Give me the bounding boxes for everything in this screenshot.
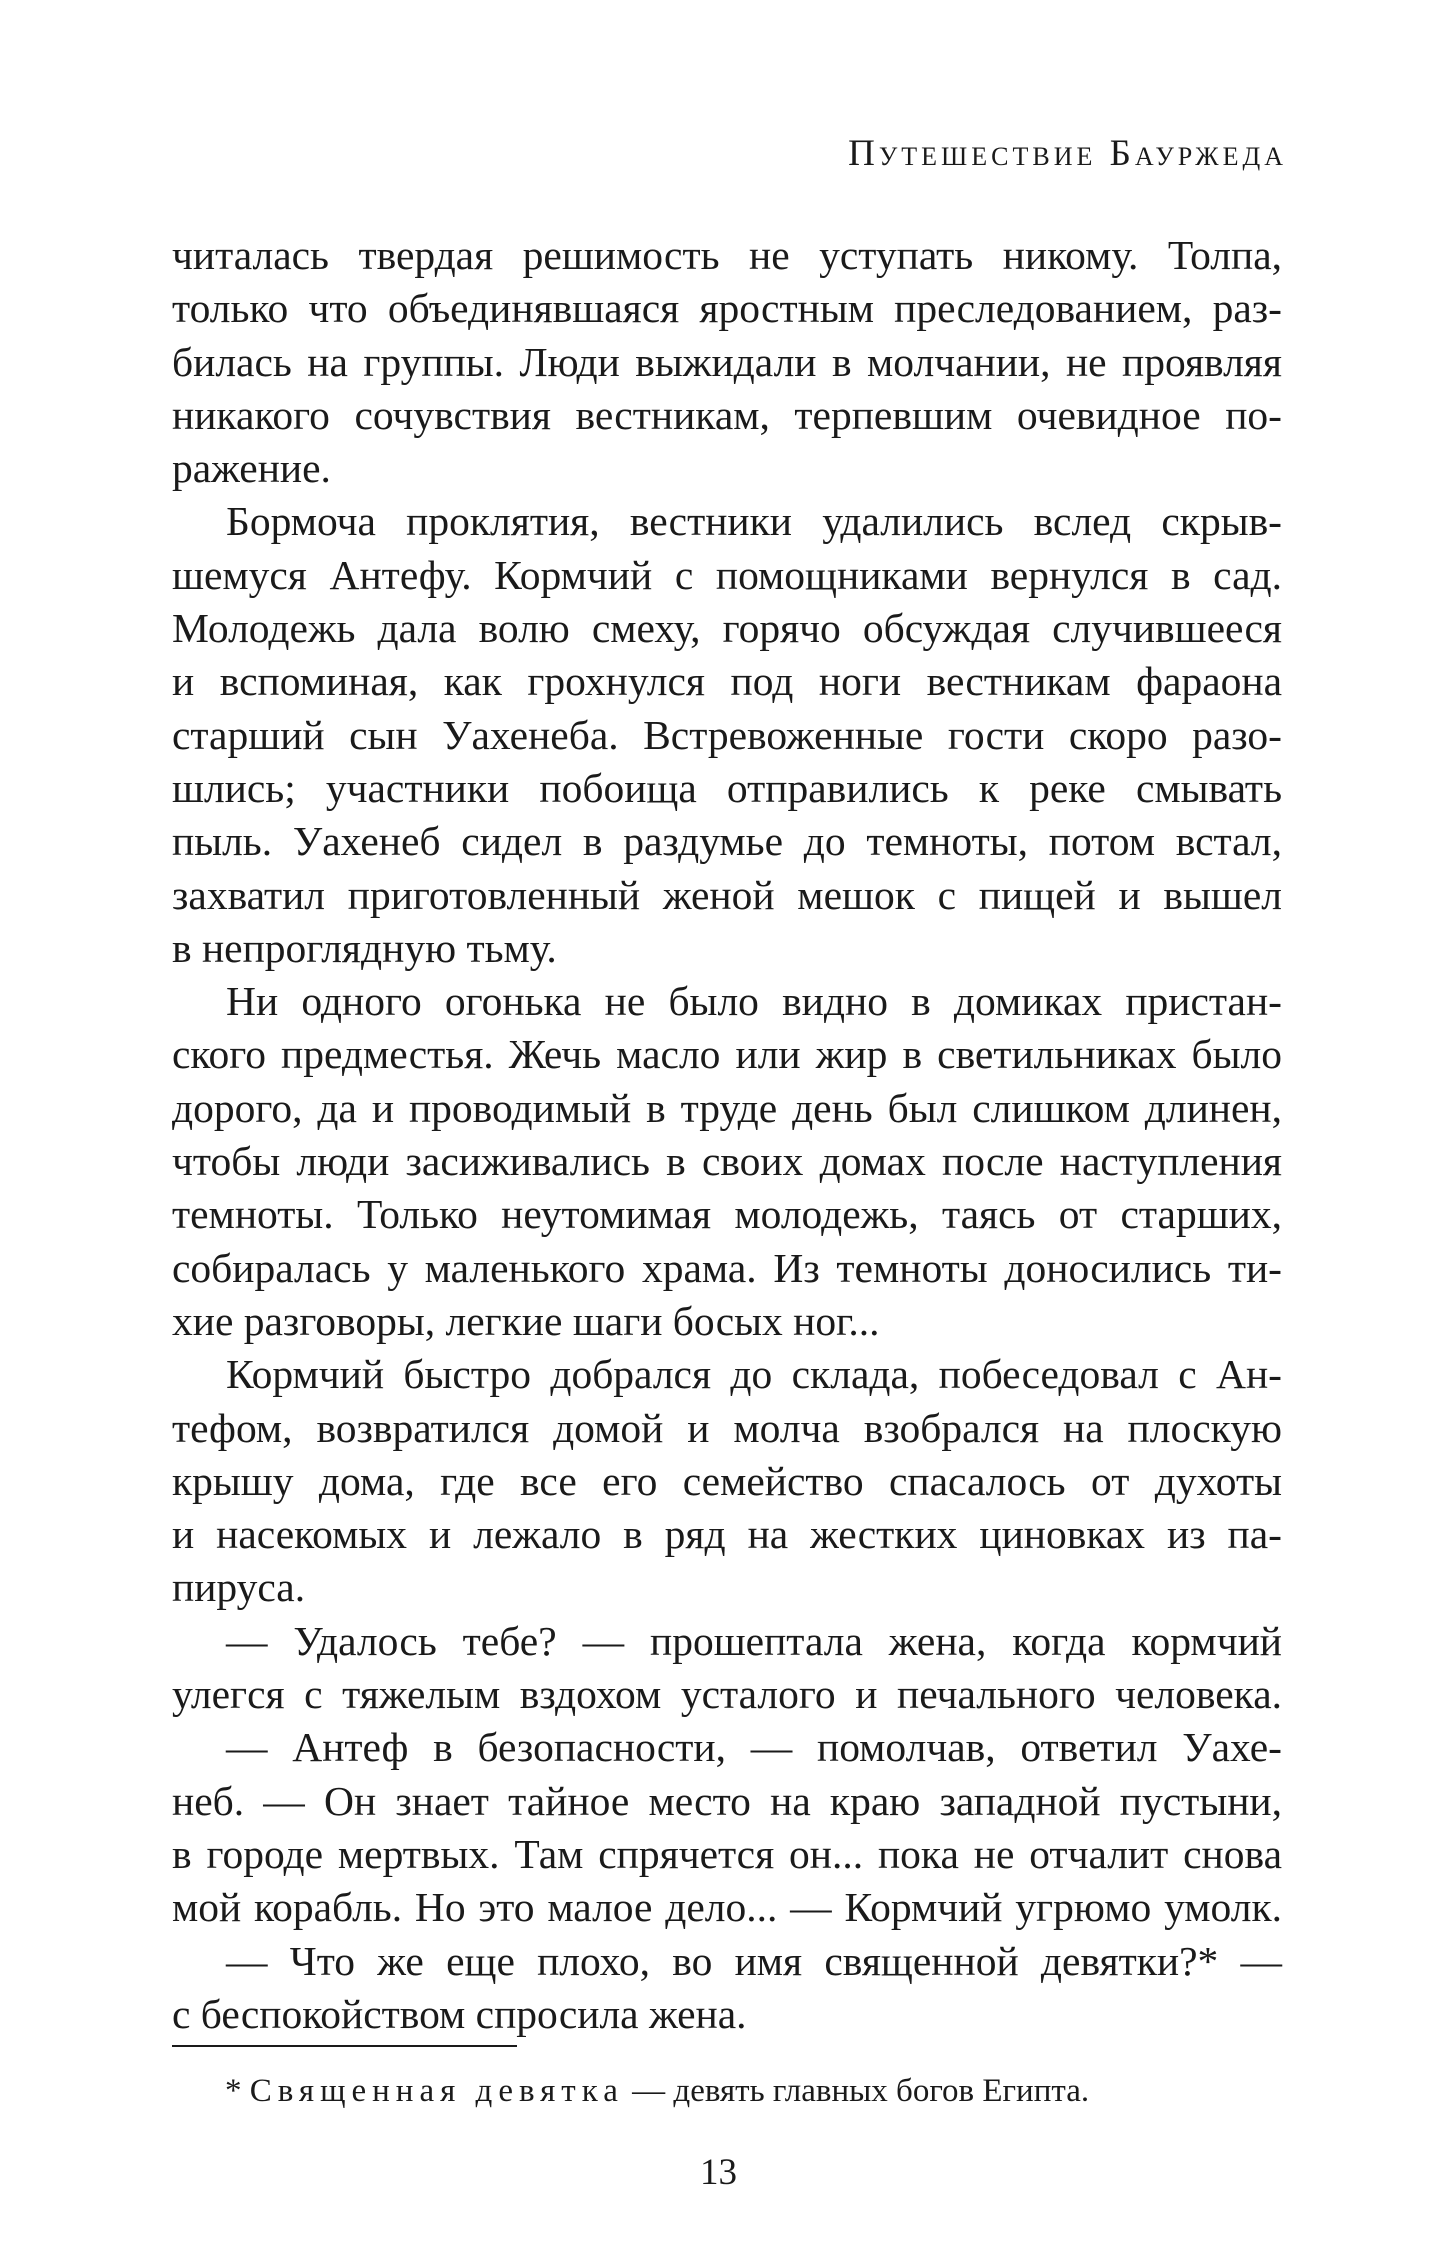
text-line: ражение. — [172, 445, 331, 492]
text-line: билась на группы. Люди выжидали в молчании, не проявляя — [172, 338, 1282, 385]
text-line: старший сын Уахенеба. Встревоженные гости скоро разо- — [172, 711, 1282, 758]
footnote-divider — [172, 2045, 517, 2047]
text-line: пыль. Уахенеб сидел в раздумье до темноты, потом встал, — [172, 818, 1282, 865]
text-line: только что объединявшаяся яростным преследованием, раз- — [172, 285, 1282, 332]
dialogue-line: — Удалось тебе? — прошептала жена, когда кормчий — [226, 1617, 1282, 1664]
text-line: в непроглядную тьму. — [172, 924, 557, 971]
text-line: улегся с тяжелым вздохом усталого и печального человека. — [172, 1671, 1282, 1718]
text-line: и вспоминая, как грохнулся под ноги вестникам фараона — [172, 658, 1282, 705]
paragraph-start-line: Ни одного огонька не было видно в домиках пристан- — [226, 978, 1282, 1025]
text-line: в городе мертвых. Там спрячется он... пока не отчалит снова — [172, 1830, 1282, 1877]
text-line: шлись; участники побоища отправились к реке смывать — [172, 764, 1282, 811]
text-line: шемуся Антефу. Кормчий с помощниками вернулся в сад. — [172, 551, 1282, 598]
running-title: Путешествие Бауржеда — [848, 133, 1287, 174]
text-line: собиралась у маленького храма. Из темноты доносились ти- — [172, 1244, 1282, 1291]
text-line: крышу дома, где все его семейство спасалось от духоты — [172, 1457, 1282, 1504]
text-line: Молодежь дала волю смеху, горячо обсуждая случившееся — [172, 605, 1282, 652]
text-line: никакого сочувствия вестникам, терпевшим очевидное по- — [172, 391, 1282, 438]
footnote-term: Священная девятка — [249, 2073, 624, 2109]
text-line: хие разговоры, легкие шаги босых ног... — [172, 1297, 880, 1344]
dialogue-line: — Что же еще плохо, во имя священной девятки?* — — [226, 1937, 1282, 1984]
paragraph-start-line: Кормчий быстро добрался до склада, побеседовал с Ан- — [226, 1351, 1282, 1398]
text-line: читалась твердая решимость не уступать никому. Толпа, — [172, 232, 1282, 278]
text-line: пируса. — [172, 1564, 306, 1611]
text-line: темноты. Только неутомимая молодежь, таясь от старших, — [172, 1191, 1282, 1238]
page-number: 13 — [700, 2152, 737, 2193]
text-line: неб. — Он знает тайное место на краю западной пустыни, — [172, 1777, 1282, 1824]
paragraph-start-line: Бормоча проклятия, вестники удалились вслед скрыв- — [226, 498, 1282, 545]
text-line: захватил приготовленный женой мешок с пищей и вышел — [172, 871, 1282, 918]
text-line: дорого, да и проводимый в труде день был слишком длинен, — [172, 1084, 1282, 1131]
footnote-definition: — девять главных богов Египта. — [623, 2073, 1090, 2109]
footnote-marker: * — [225, 2073, 242, 2109]
footnote — [225, 2069, 1285, 2113]
dialogue-line: — Антеф в безопасности, — помолчав, ответил Уахе- — [226, 1724, 1282, 1771]
text-line: с беспокойством спросила жена. — [172, 1990, 747, 2037]
text-line: ского предместья. Жечь масло или жир в светильниках было — [172, 1031, 1282, 1078]
body-text — [172, 229, 1282, 2041]
text-line: мой корабль. Но это малое дело... — Кормчий угрюмо умолк. — [172, 1884, 1282, 1931]
text-line: чтобы люди засиживались в своих домах после наступления — [172, 1138, 1282, 1185]
text-line: и насекомых и лежало в ряд на жестких циновках из па- — [172, 1511, 1282, 1558]
text-line: тефом, возвратился домой и молча взобрался на плоскую — [172, 1404, 1282, 1451]
